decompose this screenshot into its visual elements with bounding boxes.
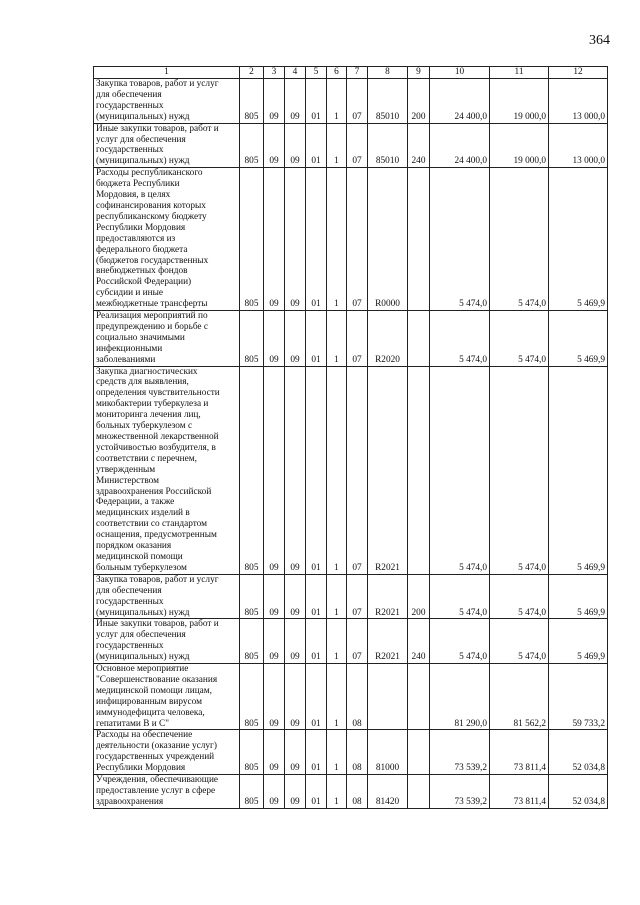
cell-col-6: 1 <box>327 730 347 775</box>
cell-col-6: 1 <box>327 619 347 664</box>
cell-col-4: 09 <box>285 79 306 124</box>
cell-col-8 <box>368 664 408 730</box>
cell-col-8: R2021 <box>368 574 408 619</box>
cell-col-4: 09 <box>285 123 306 168</box>
cell-col-7: 08 <box>347 664 368 730</box>
cell-col-4: 09 <box>285 574 306 619</box>
cell-col-2: 805 <box>240 574 264 619</box>
table-row <box>94 168 608 311</box>
cell-col-11: 5 474,0 <box>490 168 549 311</box>
cell-col-10: 5 474,0 <box>430 168 490 311</box>
cell-col-4: 09 <box>285 366 306 574</box>
table-row <box>94 79 608 124</box>
cell-col-3: 09 <box>264 123 285 168</box>
cell-col-10: 5 474,0 <box>430 366 490 574</box>
column-header: 8 <box>368 67 408 79</box>
cell-col-9 <box>408 366 430 574</box>
cell-col-4: 09 <box>285 311 306 367</box>
cell-col-2: 805 <box>240 730 264 775</box>
table-row <box>94 311 608 367</box>
cell-col-10: 81 290,0 <box>430 664 490 730</box>
column-header: 4 <box>285 67 306 79</box>
row-description: Основное мероприятие "Совершенствование оказания медицинской помощи лицам, инфицированным вирусом иммунодефицита человека, гепатитами B и C" <box>94 664 240 730</box>
cell-col-5: 01 <box>306 664 327 730</box>
cell-col-10: 73 539,2 <box>430 775 490 809</box>
cell-col-6: 1 <box>327 366 347 574</box>
cell-col-6: 1 <box>327 664 347 730</box>
cell-col-7: 08 <box>347 730 368 775</box>
cell-col-4: 09 <box>285 619 306 664</box>
cell-col-11: 19 000,0 <box>490 79 549 124</box>
cell-col-5: 01 <box>306 775 327 809</box>
cell-col-11: 81 562,2 <box>490 664 549 730</box>
cell-col-11: 5 474,0 <box>490 619 549 664</box>
cell-col-8: 81420 <box>368 775 408 809</box>
cell-col-5: 01 <box>306 574 327 619</box>
cell-col-3: 09 <box>264 574 285 619</box>
cell-col-2: 805 <box>240 619 264 664</box>
row-description: Иные закупки товаров, работ и услуг для обеспечения государственных (муниципальных) нужд <box>94 123 240 168</box>
budget-table <box>93 66 608 809</box>
row-description: Учреждения, обеспечивающие предоставление услуг в сфере здравоохранения <box>94 775 240 809</box>
cell-col-3: 09 <box>264 366 285 574</box>
cell-col-8: 85010 <box>368 123 408 168</box>
cell-col-2: 805 <box>240 775 264 809</box>
cell-col-4: 09 <box>285 168 306 311</box>
row-description: Закупка товаров, работ и услуг для обеспечения государственных (муниципальных) нужд <box>94 79 240 124</box>
cell-col-4: 09 <box>285 664 306 730</box>
cell-col-3: 09 <box>264 664 285 730</box>
cell-col-12: 13 000,0 <box>549 79 608 124</box>
cell-col-9 <box>408 664 430 730</box>
cell-col-5: 01 <box>306 619 327 664</box>
cell-col-3: 09 <box>264 619 285 664</box>
cell-col-12: 52 034,8 <box>549 775 608 809</box>
column-header: 7 <box>347 67 368 79</box>
cell-col-2: 805 <box>240 366 264 574</box>
cell-col-5: 01 <box>306 79 327 124</box>
row-description: Расходы республиканского бюджета Республики Мордовия, в целях софинансирования которых республиканскому бюджету Республики Мордовия предоставляются из федерального бюджета (бюджетов государственных внебюджетных фондов Российской Федерации) субсидии и иные межбюджетные трансферты <box>94 168 240 311</box>
table-row <box>94 574 608 619</box>
column-header: 2 <box>240 67 264 79</box>
row-description: Закупка диагностических средств для выявления, определения чувствительности микобактерии туберкулеза и мониторинга лечения лиц, больных туберкулезом с множественной лекарственной устойчивостью возбудителя, в соответствии с перечнем, утвержденным Министерством здравоохранения Российской Федерации, а также медицинских изделий в соответствии со стандартом оснащения, предусмотренным порядком оказания медицинской помощи больным туберкулезом <box>94 366 240 574</box>
cell-col-6: 1 <box>327 168 347 311</box>
cell-col-12: 52 034,8 <box>549 730 608 775</box>
cell-col-2: 805 <box>240 79 264 124</box>
column-header: 9 <box>408 67 430 79</box>
cell-col-9: 240 <box>408 123 430 168</box>
cell-col-12: 59 733,2 <box>549 664 608 730</box>
cell-col-9 <box>408 730 430 775</box>
cell-col-4: 09 <box>285 775 306 809</box>
row-description: Расходы на обеспечение деятельности (оказание услуг) государственных учреждений Республики Мордовия <box>94 730 240 775</box>
cell-col-12: 5 469,9 <box>549 168 608 311</box>
cell-col-8: 85010 <box>368 79 408 124</box>
cell-col-7: 07 <box>347 123 368 168</box>
cell-col-8: R2020 <box>368 311 408 367</box>
column-header: 6 <box>327 67 347 79</box>
cell-col-2: 805 <box>240 168 264 311</box>
cell-col-9 <box>408 775 430 809</box>
page-number: 364 <box>589 33 610 48</box>
table-row <box>94 366 608 574</box>
cell-col-8: R2021 <box>368 366 408 574</box>
table-body <box>94 79 608 809</box>
cell-col-10: 24 400,0 <box>430 123 490 168</box>
cell-col-12: 5 469,9 <box>549 366 608 574</box>
cell-col-10: 73 539,2 <box>430 730 490 775</box>
cell-col-11: 73 811,4 <box>490 730 549 775</box>
cell-col-7: 07 <box>347 574 368 619</box>
table-row <box>94 730 608 775</box>
column-header: 1 <box>94 67 240 79</box>
cell-col-9: 200 <box>408 574 430 619</box>
cell-col-3: 09 <box>264 168 285 311</box>
cell-col-6: 1 <box>327 574 347 619</box>
cell-col-3: 09 <box>264 730 285 775</box>
cell-col-9: 200 <box>408 79 430 124</box>
row-description: Реализация мероприятий по предупреждению и борьбе с социально значимыми инфекционными заболеваниями <box>94 311 240 367</box>
cell-col-12: 5 469,9 <box>549 311 608 367</box>
cell-col-5: 01 <box>306 366 327 574</box>
column-header: 3 <box>264 67 285 79</box>
column-header: 12 <box>549 67 608 79</box>
table-row <box>94 775 608 809</box>
cell-col-5: 01 <box>306 123 327 168</box>
cell-col-11: 19 000,0 <box>490 123 549 168</box>
header-row <box>94 67 608 79</box>
cell-col-11: 5 474,0 <box>490 366 549 574</box>
cell-col-2: 805 <box>240 123 264 168</box>
cell-col-7: 07 <box>347 168 368 311</box>
cell-col-6: 1 <box>327 123 347 168</box>
cell-col-7: 07 <box>347 79 368 124</box>
cell-col-10: 5 474,0 <box>430 619 490 664</box>
cell-col-2: 805 <box>240 311 264 367</box>
cell-col-3: 09 <box>264 311 285 367</box>
cell-col-6: 1 <box>327 79 347 124</box>
cell-col-8: 81000 <box>368 730 408 775</box>
cell-col-11: 73 811,4 <box>490 775 549 809</box>
cell-col-8: R2021 <box>368 619 408 664</box>
cell-col-9 <box>408 168 430 311</box>
cell-col-3: 09 <box>264 775 285 809</box>
cell-col-5: 01 <box>306 730 327 775</box>
table-row <box>94 664 608 730</box>
cell-col-9: 240 <box>408 619 430 664</box>
cell-col-10: 24 400,0 <box>430 79 490 124</box>
row-description: Иные закупки товаров, работ и услуг для обеспечения государственных (муниципальных) нужд <box>94 619 240 664</box>
cell-col-7: 07 <box>347 311 368 367</box>
cell-col-11: 5 474,0 <box>490 311 549 367</box>
cell-col-6: 1 <box>327 311 347 367</box>
cell-col-5: 01 <box>306 168 327 311</box>
cell-col-12: 5 469,9 <box>549 574 608 619</box>
cell-col-12: 13 000,0 <box>549 123 608 168</box>
cell-col-5: 01 <box>306 311 327 367</box>
column-header: 10 <box>430 67 490 79</box>
table-row <box>94 123 608 168</box>
cell-col-3: 09 <box>264 79 285 124</box>
row-description: Закупка товаров, работ и услуг для обеспечения государственных (муниципальных) нужд <box>94 574 240 619</box>
cell-col-7: 07 <box>347 619 368 664</box>
cell-col-7: 08 <box>347 775 368 809</box>
cell-col-8: R0000 <box>368 168 408 311</box>
column-header: 11 <box>490 67 549 79</box>
cell-col-6: 1 <box>327 775 347 809</box>
column-header: 5 <box>306 67 327 79</box>
cell-col-2: 805 <box>240 664 264 730</box>
cell-col-4: 09 <box>285 730 306 775</box>
cell-col-10: 5 474,0 <box>430 574 490 619</box>
cell-col-11: 5 474,0 <box>490 574 549 619</box>
table-row <box>94 619 608 664</box>
cell-col-10: 5 474,0 <box>430 311 490 367</box>
cell-col-7: 07 <box>347 366 368 574</box>
cell-col-9 <box>408 311 430 367</box>
cell-col-12: 5 469,9 <box>549 619 608 664</box>
